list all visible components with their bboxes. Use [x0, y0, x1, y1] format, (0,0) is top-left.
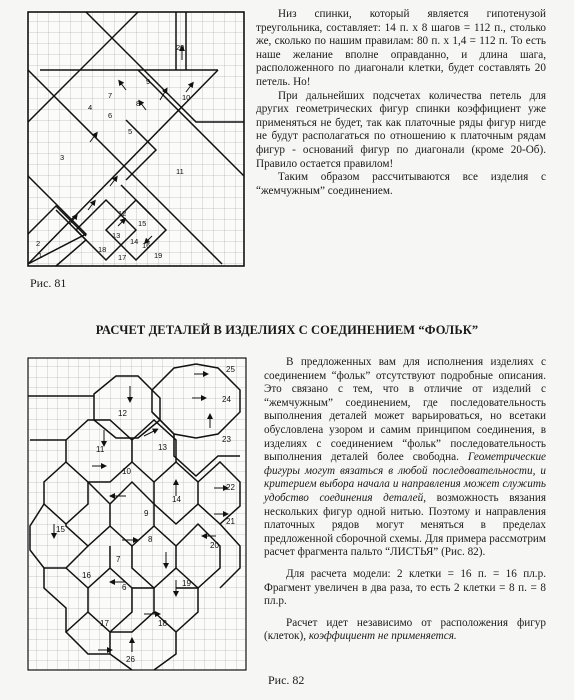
bottom-paragraph-3-main: Расчет идет независимо от расположения фигур (клеток), — [264, 616, 546, 643]
section-heading: РАСЧЕТ ДЕТАЛЕЙ В ИЗДЕЛИЯХ С СОЕДИНЕНИЕМ “ФОЛЬК” — [95, 323, 479, 337]
fig81-label-10: 10 — [182, 93, 191, 102]
figure-82-caption: Рис. 82 — [268, 673, 305, 687]
fig81-label-8: 8 — [136, 99, 141, 108]
fig82-label-15: 15 — [56, 525, 65, 534]
fig81-label-5: 5 — [128, 127, 133, 136]
figure-81-diagram — [26, 10, 246, 268]
fig81-label-14: 14 — [130, 237, 139, 246]
fig81-label-15: 15 — [138, 219, 147, 228]
fig82-label-10: 10 — [122, 467, 131, 476]
top-paragraph-3: Таким образом рассчитываются все изделия с “жемчужным” соединением. — [256, 171, 546, 197]
fig82-label-11: 11 — [96, 445, 105, 454]
top-text — [256, 8, 546, 198]
fig82-label-17: 17 — [100, 619, 109, 628]
figure-82-diagram — [26, 356, 248, 672]
fig82-label-13: 13 — [158, 443, 167, 452]
fig82-label-19: 19 — [182, 579, 191, 588]
fig82-label-16: 16 — [82, 571, 91, 580]
bottom-text — [264, 356, 546, 644]
fig82-label-22: 22 — [226, 483, 235, 492]
top-paragraph-1: Низ спинки, который является гипотенузой треугольника, составляет: 14 п. х 8 шагов = 112 п., столько же, сколько по нашим правилам: 80 п. х 1,4 = 112 п. То есть наше желание вполне оправданно, и длина шага, расположенного по диагонали клетки, будет составлять 20 петель. Но! — [256, 8, 546, 88]
fig81-label-17: 17 — [118, 253, 127, 262]
fig81-label-11: 11 — [176, 167, 184, 176]
fig82-label-21: 21 — [226, 517, 235, 526]
bottom-paragraph-3-italic: коэффициент не применяется. — [308, 630, 457, 643]
fig81-label-7: 7 — [108, 91, 113, 100]
top-paragraph-2: При дальнейших подсчетах количества петель для других геометрических фигур спинки коэффициент уже применяться не будет, так как платочные ряды фигур нигде не будут располагаться по отношению к платочным рядам фигур - оснований фигур по диагонали (кроме 20-Об). Правило остается правилом! — [256, 89, 546, 170]
fig81-label-9: 9 — [146, 77, 151, 86]
fig82-label-24: 24 — [222, 395, 231, 404]
fig82-label-14: 14 — [172, 495, 181, 504]
bottom-paragraph-2: Для расчета модели: 2 клетки = 16 п. = 16 пл.р. Фрагмент увеличен в два раза, то есть 2 клетки = 8 п. = 8 пл.р. — [264, 567, 546, 608]
fig82-label-18: 18 — [158, 619, 167, 628]
bottom-paragraph-1-italic: Геометрические фигуры могут вязаться в любой последовательности, и критерием выбора начала и направления может служить удобство соединения деталей, — [264, 451, 547, 504]
fig82-label-20: 20 — [210, 541, 219, 550]
bottom-paragraph-1-tail: возможность вязания нескольких фигур одной нитью. Поэтому и направления платочных рядов могут меняться в пределах предложенной сборочной схемы. Для примера рассмотрим расчет фрагмента пальто “ЛИСТЬЯ” (Рис. 82). — [264, 491, 546, 559]
bottom-paragraph-1 — [264, 356, 546, 560]
fig81-label-6: 6 — [108, 111, 113, 120]
fig82-label-7: 7 — [116, 555, 121, 564]
fig82-label-23: 23 — [222, 435, 231, 444]
figure-81-caption: Рис. 81 — [30, 276, 67, 290]
fig81-label-20: 20 — [176, 43, 185, 52]
fig81-label-3: 3 — [60, 153, 65, 162]
fig81-label-18: 18 — [98, 245, 107, 254]
fig81-label-1: 1 — [38, 251, 43, 260]
bottom-paragraph-3 — [264, 617, 546, 644]
fig82-label-8: 8 — [148, 535, 153, 544]
bottom-paragraph-1-main: В предложенных вам для исполнения изделиях с соединением “фольк” отсутствуют подробные описания. Это связано с тем, что в отличие от изделий с “жемчужным” соединением, где последовательность выполнения деталей может варьироваться, но всетаки обусловлена узором и самим принципом соединения, в изделиях с соединением “фольк” последовательность выполнения деталей более свободна. — [264, 356, 546, 464]
figure-81 — [26, 10, 246, 268]
fig81-label-2: 2 — [36, 239, 41, 248]
fig82-label-26: 26 — [126, 655, 135, 664]
fig82-label-25: 25 — [226, 365, 235, 374]
fig81-label-13: 13 — [112, 231, 121, 240]
fig82-label-9: 9 — [144, 509, 149, 518]
fig81-label-4: 4 — [88, 103, 93, 112]
fig81-label-16: 16 — [142, 241, 151, 250]
figure-82 — [26, 356, 248, 672]
fig81-label-19: 19 — [154, 251, 163, 260]
fig82-label-6: 6 — [122, 583, 127, 592]
fig82-label-12: 12 — [118, 409, 127, 418]
fig81-label-12: 12 — [118, 209, 127, 218]
